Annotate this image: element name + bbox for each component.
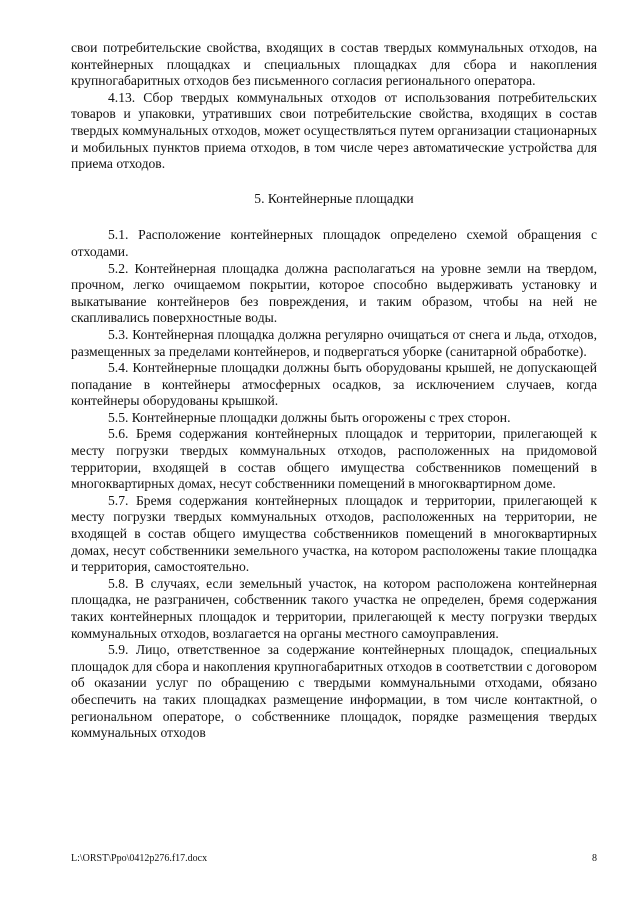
- paragraph-5-3: 5.3. Контейнерная площадка должна регулярно очищаться от снега и льда, отходов, размещенных за пределами контейнеров, и подвергаться уборке (санитарной обработке).: [71, 326, 597, 359]
- paragraph-5-7: 5.7. Бремя содержания контейнерных площадок и территории, прилегающей к месту погрузки твердых коммунальных отходов, расположенных на территории, не входящей в состав общего имущества собственников помещений в многоквартирных домах, несут собственники земельного участка, на котором расположены такие площадка и территория, самостоятельно.: [71, 492, 597, 575]
- paragraph-5-6: 5.6. Бремя содержания контейнерных площадок и территории, прилегающей к месту погрузки твердых коммунальных отходов, расположенных на придомовой территории, входящей в состав общего имущества собственников помещений в многоквартирных домах, несут собственники помещений в многоквартирном доме.: [71, 426, 597, 492]
- paragraph-5-2: 5.2. Контейнерная площадка должна располагаться на уровне земли на твердом, прочном, легко очищаемом покрытии, которое способно выдерживать установку и выкатывание контейнеров без повреждения, и таким образом, чтобы на ней не скапливались поверхностные воды.: [71, 260, 597, 326]
- paragraph-4-13: 4.13. Сбор твердых коммунальных отходов от использования потребительских товаров и упаковки, утративших свои потребительские свойства, входящих в состав твердых коммунальных отходов, может осуществляться путем организации стационарных и мобильных пунктов приема отходов, в том числе через автоматические устройства для приема отходов.: [71, 89, 597, 172]
- paragraph-continued: свои потребительские свойства, входящих в состав твердых коммунальных отходов, на контейнерных площадках и специальных площадках для сбора и накопления крупногабаритных отходов без письменного согласия регионального оператора.: [71, 40, 597, 89]
- paragraph-5-1: 5.1. Расположение контейнерных площадок определено схемой обращения с отходами.: [71, 227, 597, 259]
- paragraph-5-4: 5.4. Контейнерные площадки должны быть оборудованы крышей, не допускающей попадание в контейнеры атмосферных осадков, за исключением случаев, когда контейнеры оборудованы крышкой.: [71, 360, 597, 409]
- page-footer: [71, 853, 597, 865]
- paragraph-5-9: 5.9. Лицо, ответственное за содержание контейнерных площадок, специальных площадок для сбора и накопления крупногабаритных отходов в соответствии с договором об оказании услуг по обращению с твердыми коммунальными отходами, обязано обеспечить на таких площадках размещение информации, в том числе контактной, о региональном операторе, о собственнике площадок, порядке размещения твердых коммунальных отходов: [71, 642, 597, 741]
- page-number: 8: [592, 853, 597, 864]
- footer-file-path: L:\ORST\Ppo\0412p276.f17.docx: [71, 853, 208, 864]
- section-heading: 5. Контейнерные площадки: [254, 190, 414, 206]
- paragraph-5-5: 5.5. Контейнерные площадки должны быть огорожены с трех сторон.: [108, 409, 511, 425]
- paragraph-5-8: 5.8. В случаях, если земельный участок, на котором расположена контейнерная площадка, не разграничен, собственник такого участка не определен, бремя содержания таких контейнерных площадок и территории, прилегающей к месту погрузки твердых коммунальных отходов, возлагается на органы местного самоуправления.: [71, 575, 597, 641]
- document-body: [71, 40, 597, 742]
